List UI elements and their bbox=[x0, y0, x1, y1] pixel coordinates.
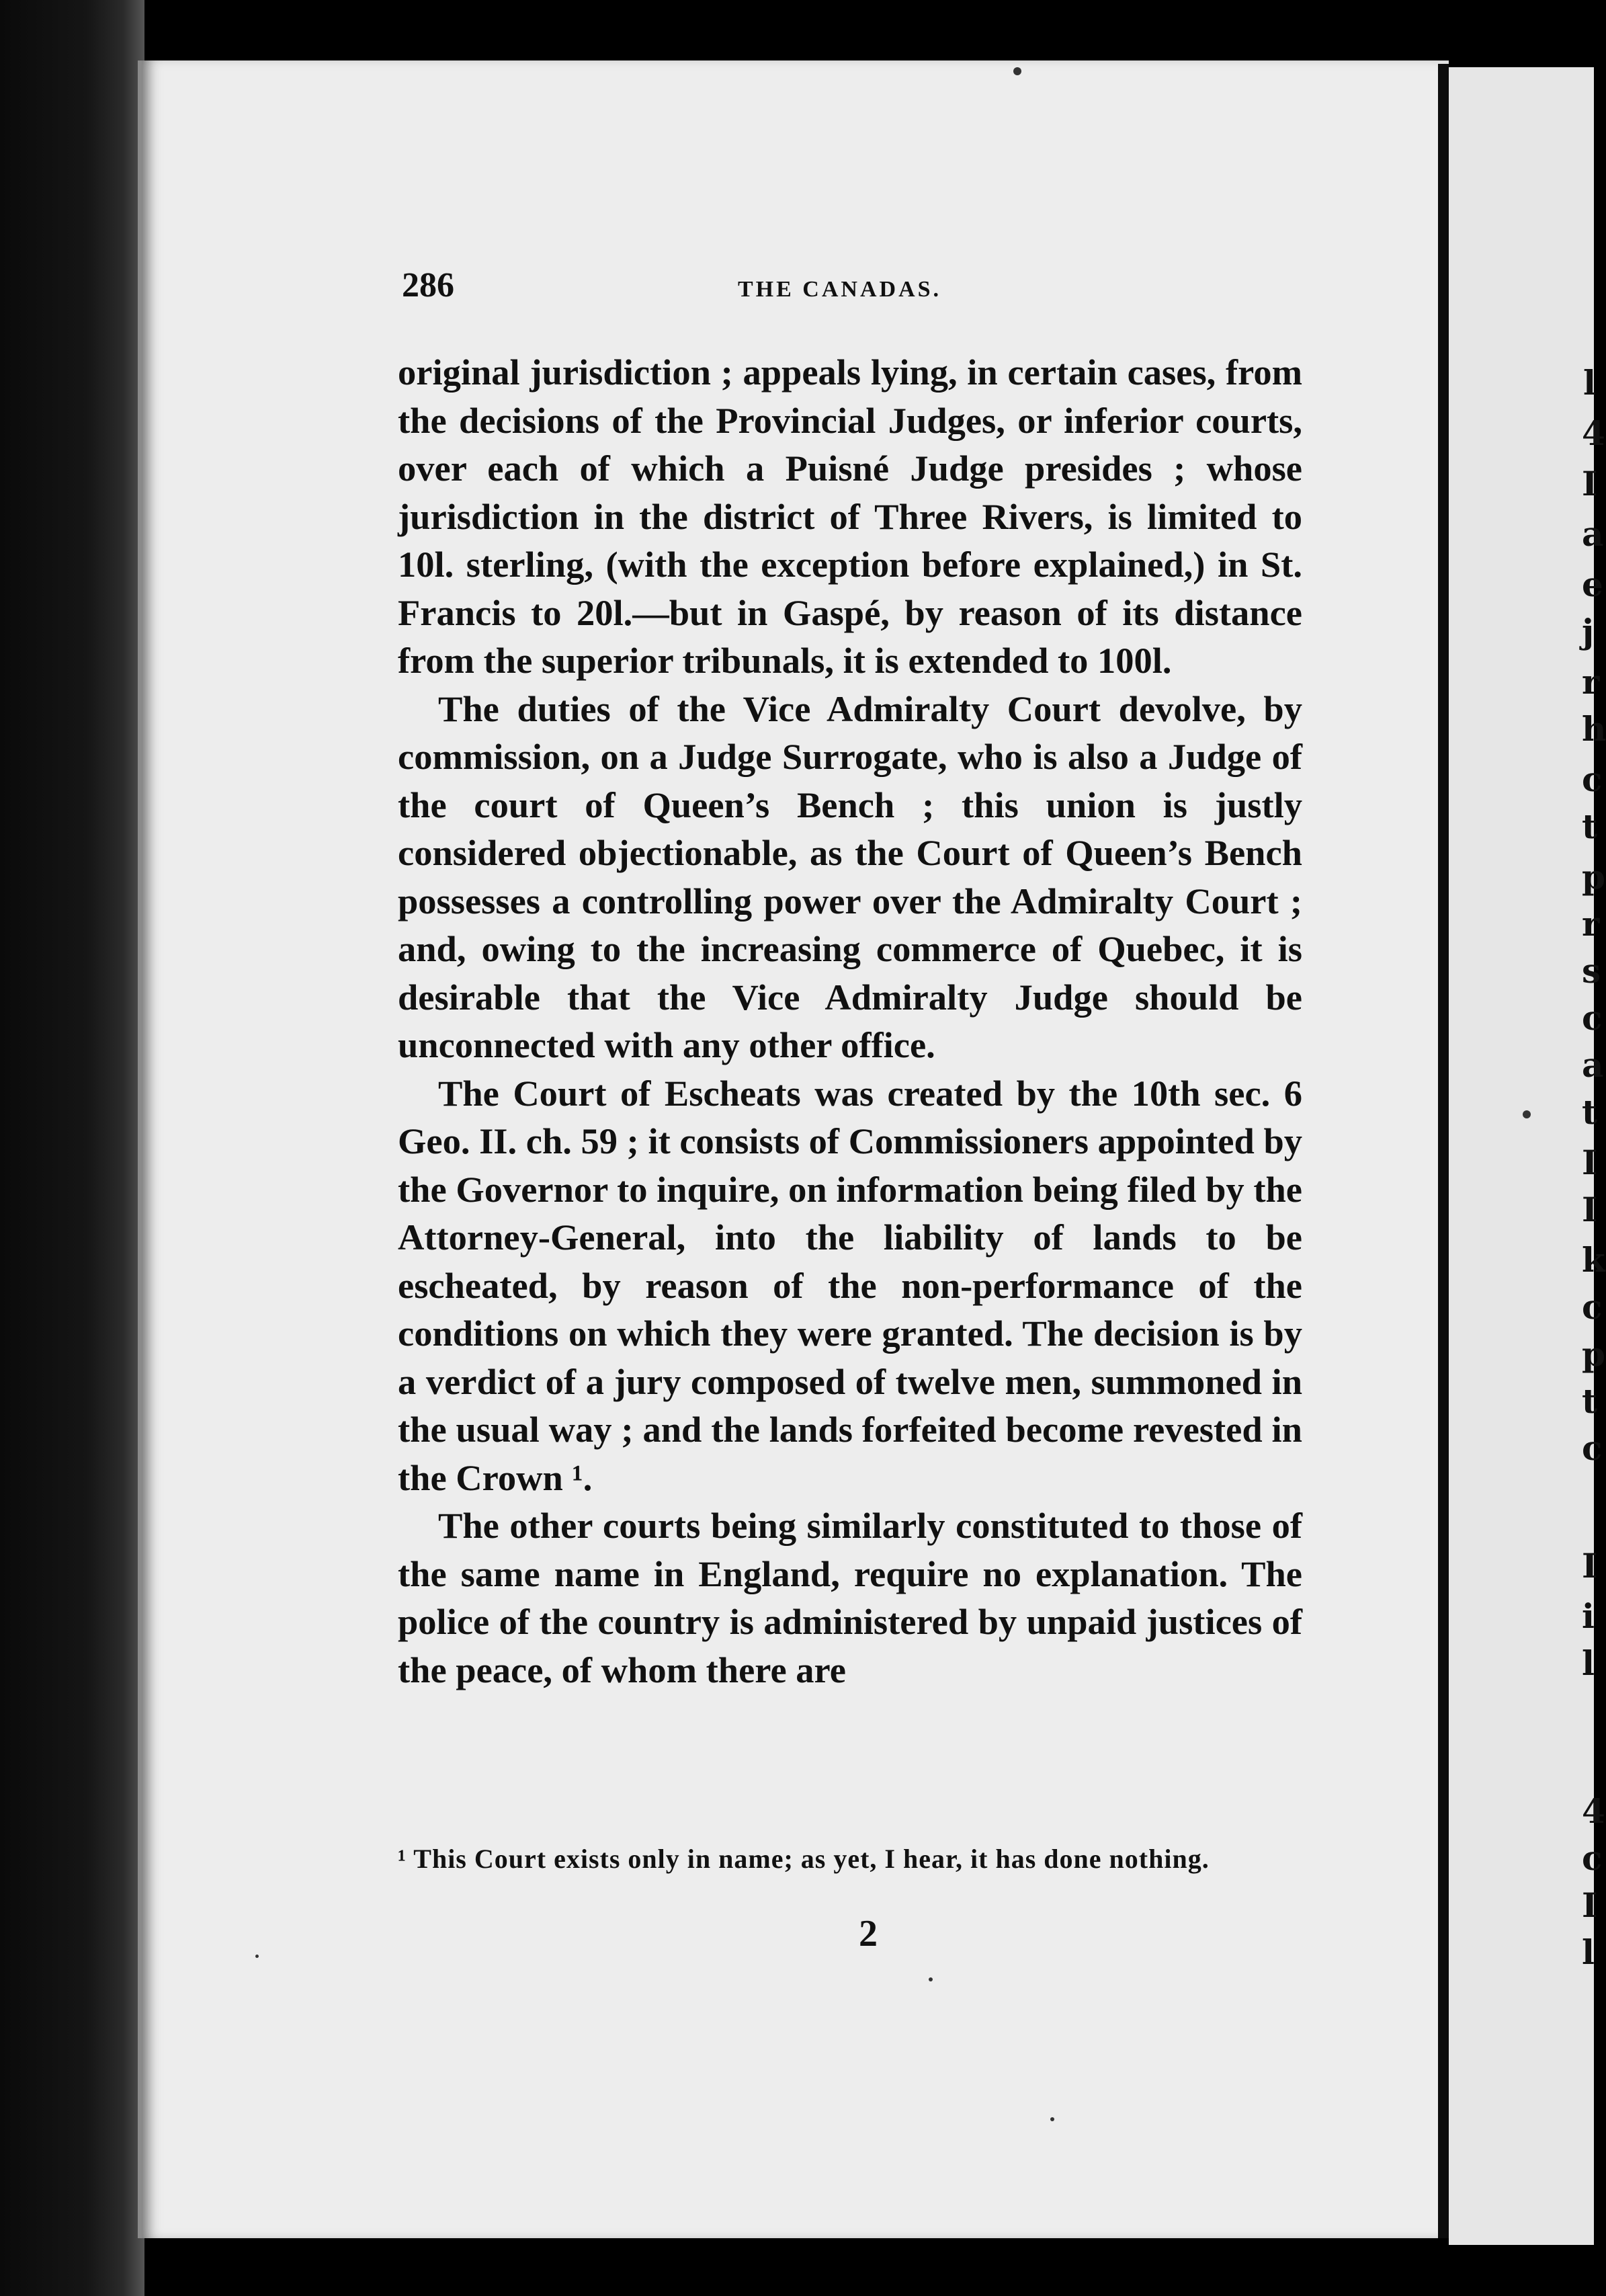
edge-letter: I bbox=[1582, 1546, 1598, 1586]
paragraph: The duties of the Vice Admiralty Court devolve, by commission, on a Judge Surrogate, who is also a Judge of the court of Queen’s Bench ; this union is justly considered objectionable, as the Court of Queen’s Bench possesses a controlling power over the Admiralty Court ; and, owing to the increasing commerce of Quebec, it is desirable that the Vice Admiralty Judge should be unconnected with any other office. bbox=[398, 688, 1302, 1065]
footnote: ¹ This Court exists only in name; as yet, I hear, it has done nothing. bbox=[398, 1844, 1210, 1874]
edge-letter: c bbox=[1582, 998, 1603, 1038]
scan-speck bbox=[1050, 2117, 1054, 2121]
edge-letter: j bbox=[1582, 612, 1595, 651]
edge-letter: c bbox=[1582, 1838, 1603, 1878]
edge-letter: I bbox=[1582, 1143, 1598, 1182]
paragraph: The Court of Escheats was created by the 10th sec. 6 Geo. II. ch. 59 ; it consists of Commissioners appointed by the Governor to inquire, on information being filed by the Attorney-General, into the liability of lands to be escheated, by reason of the non-performance of the conditions on which they were granted. The decision is by a verdict of a jury composed of twelve men, summoned in the usual way ; and the lands forfeited become revested in the Crown ¹. bbox=[398, 1072, 1302, 1498]
paragraph: The other courts being similarly constituted to those of the same name in England, require no explanation. The police of the country is administered by unpaid justices of the peace, of whom there are bbox=[398, 1505, 1302, 1690]
edge-letter: 4 bbox=[1582, 1791, 1605, 1831]
paragraph: original jurisdiction ; appeals lying, in certain cases, from the decisions of the Provincial Judges, or inferior courts, over each of which a Puisné Judge presides ; whose jurisdiction in the district of Three Rivers, is limited to 10l. sterling, (with the exception before explained,) in St. Francis to 20l.—but in Gaspé, by reason of its distance from the superior tribunals, it is extended to 100l. bbox=[398, 352, 1302, 681]
next-page-edge bbox=[1449, 67, 1606, 2245]
edge-letter: t bbox=[1582, 1092, 1598, 1132]
edge-letter: e bbox=[1582, 565, 1603, 604]
page-number: 286 bbox=[402, 266, 454, 304]
edge-letter: p bbox=[1582, 857, 1605, 897]
edge-letter: r bbox=[1582, 904, 1600, 944]
edge-letter: a bbox=[1582, 1045, 1604, 1085]
scan-speck bbox=[255, 1955, 259, 1958]
edge-letter: t bbox=[1582, 1381, 1598, 1421]
edge-letter: t bbox=[1582, 807, 1598, 846]
edge-letter: I bbox=[1582, 1885, 1598, 1925]
page-gutter bbox=[1438, 64, 1449, 2238]
edge-letter: k bbox=[1582, 1240, 1605, 1280]
edge-letter: a bbox=[1582, 514, 1604, 554]
scan-speck bbox=[929, 1977, 933, 1981]
edge-letter: i bbox=[1582, 1596, 1595, 1636]
edge-letter: l bbox=[1582, 1932, 1595, 1972]
edge-letter: l bbox=[1583, 363, 1596, 403]
signature-mark: 2 bbox=[859, 1913, 878, 1955]
edge-letter: s bbox=[1582, 951, 1601, 991]
book-binding-edge bbox=[0, 0, 144, 2296]
body-text bbox=[398, 348, 1302, 1694]
edge-letter: 4 bbox=[1582, 413, 1605, 453]
edge-letter: h bbox=[1582, 709, 1606, 749]
edge-letter: I bbox=[1582, 464, 1598, 503]
edge-letter: l bbox=[1582, 1643, 1595, 1683]
running-title: THE CANADAS. bbox=[738, 277, 942, 302]
scan-speck bbox=[1523, 1110, 1531, 1118]
edge-letter: r bbox=[1582, 662, 1600, 702]
edge-letter: c bbox=[1582, 1428, 1603, 1468]
edge-letter: I bbox=[1582, 1190, 1598, 1229]
scan-speck bbox=[1013, 67, 1021, 75]
edge-letter: c bbox=[1582, 1287, 1603, 1327]
edge-letter: p bbox=[1582, 1334, 1605, 1374]
edge-letter: c bbox=[1582, 760, 1603, 799]
